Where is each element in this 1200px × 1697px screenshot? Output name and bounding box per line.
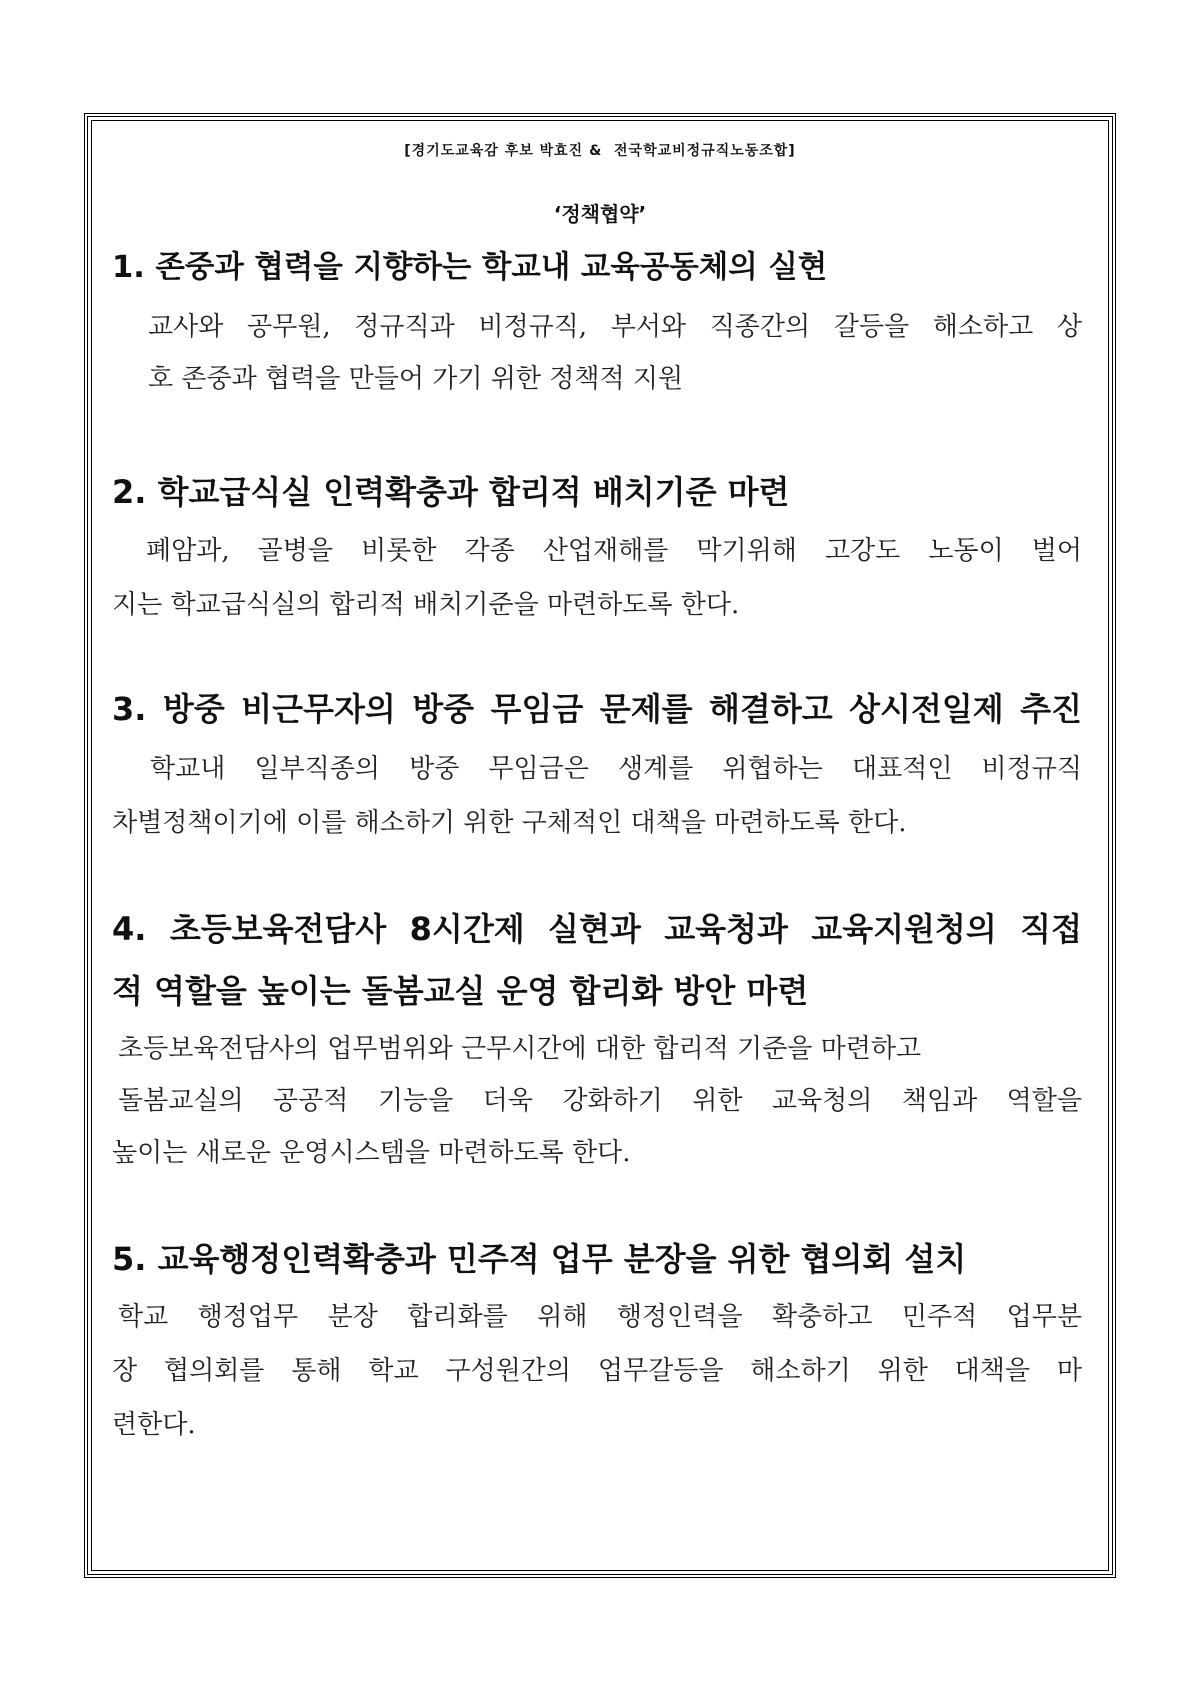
section-2-heading: 2. 학교급식실 인력확충과 합리적 배치기준 마련 (112, 473, 790, 511)
section-3-heading: 3. 방중 비근무자의 방중 무임금 문제를 해결하고 상시전일제 추진 (112, 690, 1082, 728)
section-4-body-line-3: 높이는 새로운 운영시스템을 마련하도록 한다. (112, 1138, 631, 1168)
section-4-heading-line-2: 적 역할을 높이는 돌봄교실 운영 합리화 방안 마련 (112, 972, 809, 1010)
section-5-body-line-3: 련한다. (112, 1410, 196, 1440)
section-1-body-line-2: 호 존중과 협력을 만들어 가기 위한 정책적 지원 (148, 364, 684, 394)
section-4-heading-line-1: 4. 초등보육전담사 8시간제 실현과 교육청과 교육지원청의 직접 (112, 910, 1082, 948)
section-4-body-line-1: 초등보육전담사의 업무범위와 근무시간에 대한 합리적 기준을 마련하고 (118, 1034, 922, 1064)
section-4-body-line-2: 돌봄교실의 공공적 기능을 더욱 강화하기 위한 교육청의 책임과 역할을 (118, 1086, 1082, 1116)
document-subtitle: ‘정책협약’ (553, 202, 647, 226)
section-2-body-line-1: 폐암과, 골병을 비롯한 각종 산업재해를 막기위해 고강도 노동이 벌어 (146, 536, 1082, 566)
section-3-body-line-1: 학교내 일부직종의 방중 무임금은 생계를 위협하는 대표적인 비정규직 (150, 754, 1082, 784)
section-1-heading: 1. 존중과 협력을 지향하는 학교내 교육공동체의 실현 (112, 250, 828, 285)
section-5-body-line-1: 학교 행정업무 분장 합리화를 위해 행정인력을 확충하고 민주적 업무분 (118, 1302, 1082, 1332)
section-5-heading: 5. 교육행정인력확충과 민주적 업무 분장을 위한 협의회 설치 (112, 1240, 967, 1278)
section-3-body-line-2: 차별정책이기에 이를 해소하기 위한 구체적인 대책을 마련하도록 한다. (112, 808, 907, 838)
section-5-body-line-2: 장 협의회를 통해 학교 구성원간의 업무갈등을 해소하기 위한 대책을 마 (112, 1356, 1082, 1386)
section-1-body-line-1: 교사와 공무원, 정규직과 비정규직, 부서와 직종간의 갈등을 해소하고 상 (148, 312, 1082, 342)
section-2-body-line-2: 지는 학교급식실의 합리적 배치기준을 마련하도록 한다. (112, 590, 740, 620)
document-title: [경기도교육감 후보 박효진 & 전국학교비정규직노동조합] (404, 143, 796, 159)
